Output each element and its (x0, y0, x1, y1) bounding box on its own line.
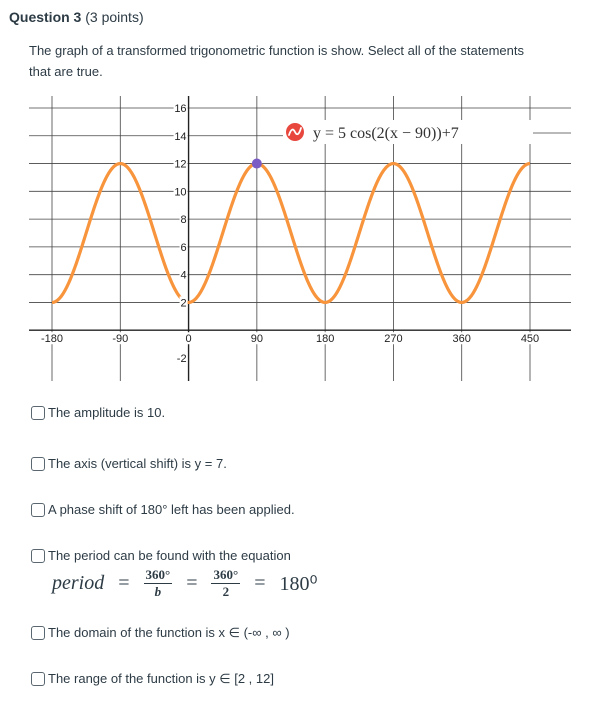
svg-text:-180: -180 (40, 333, 64, 346)
svg-text:4: 4 (180, 269, 187, 282)
y-tick-label-8 (174, 352, 188, 365)
x-tick-label-0 (38, 332, 66, 345)
svg-text:6: 6 (180, 241, 187, 254)
y-tick-label-3 (174, 185, 188, 198)
checkbox-vertical-shift[interactable] (31, 457, 45, 471)
svg-text:16: 16 (174, 103, 187, 115)
y-tick-label-1 (174, 130, 188, 143)
y-tick-label-7 (180, 296, 188, 309)
x-tick-label-5 (383, 332, 405, 345)
y-tick-label-4 (180, 213, 188, 226)
equation-label (283, 120, 571, 144)
option-period-label: The period can be found with the equation (48, 548, 291, 563)
equation-text: y = 5 cos(2(x − 90))+7 (313, 125, 459, 142)
highlight-point[interactable] (252, 159, 262, 169)
svg-text:90: 90 (250, 333, 263, 346)
formula-fraction-2 (211, 568, 240, 599)
formula-lhs: period (52, 572, 105, 594)
question-number: Question 3 (9, 9, 82, 25)
fraction-2-denominator: 2 (222, 584, 230, 599)
fraction-2-numerator: 360° (213, 567, 239, 582)
svg-text:10: 10 (174, 186, 187, 199)
period-formula (52, 568, 318, 599)
svg-text:0: 0 (185, 333, 192, 346)
option-amplitude-label: The amplitude is 10. (48, 405, 166, 420)
option-domain[interactable] (31, 625, 290, 641)
question-prompt: The graph of a transformed trigonometric function is show. Select all of the statements that are true. (29, 43, 524, 79)
svg-text:270: 270 (384, 333, 403, 346)
svg-text:-90: -90 (112, 333, 129, 346)
question-points: (3 points) (85, 9, 144, 25)
graph-curve-layer (52, 159, 530, 303)
option-period[interactable] (31, 548, 291, 563)
checkbox-domain[interactable] (31, 626, 45, 640)
fraction-1-denominator: b (154, 584, 162, 599)
checkbox-period[interactable] (31, 549, 45, 563)
svg-text:180: 180 (315, 333, 335, 346)
y-tick-label-2 (174, 158, 188, 171)
option-amplitude[interactable] (31, 405, 165, 420)
option-vertical-shift[interactable] (31, 456, 227, 471)
svg-text:2: 2 (180, 297, 187, 310)
function-curve (52, 164, 530, 303)
option-range[interactable] (31, 671, 274, 687)
svg-text:450: 450 (520, 333, 540, 346)
question-header (9, 9, 144, 25)
option-range-label: The range of the function is y ∈ [2 , 12] (48, 671, 274, 686)
option-phase-shift[interactable] (31, 502, 295, 517)
x-tick-label-7 (519, 332, 541, 345)
y-tick-label-0 (174, 102, 188, 115)
x-tick-label-6 (451, 332, 473, 345)
checkbox-range[interactable] (31, 672, 45, 686)
function-graph (29, 96, 571, 381)
formula-equals-3: = (254, 572, 266, 594)
svg-text:14: 14 (174, 130, 187, 143)
x-tick-label-2 (184, 332, 193, 345)
formula-equals-2: = (186, 572, 198, 594)
svg-text:8: 8 (180, 214, 187, 227)
formula-fraction-1 (144, 568, 173, 599)
option-vertical-shift-label: The axis (vertical shift) is y = 7. (48, 456, 227, 471)
option-phase-shift-label: A phase shift of 180° left has been applied. (48, 502, 295, 517)
y-tick-label-5 (180, 241, 188, 254)
checkbox-phase-shift[interactable] (31, 503, 45, 517)
formula-equals-1: = (118, 572, 130, 594)
x-tick-label-4 (314, 332, 336, 345)
svg-text:360: 360 (452, 333, 471, 346)
fraction-1-numerator: 360° (145, 567, 171, 582)
formula-result: 180⁰ (279, 573, 318, 595)
y-tick-label-6 (180, 269, 188, 282)
checkbox-amplitude[interactable] (31, 406, 45, 420)
x-tick-label-1 (110, 332, 131, 345)
svg-text:-2: -2 (176, 353, 187, 365)
svg-text:12: 12 (174, 158, 187, 171)
x-tick-label-3 (249, 332, 264, 345)
option-domain-label: The domain of the function is x ∈ (-∞ , ∞ ) (48, 625, 290, 640)
